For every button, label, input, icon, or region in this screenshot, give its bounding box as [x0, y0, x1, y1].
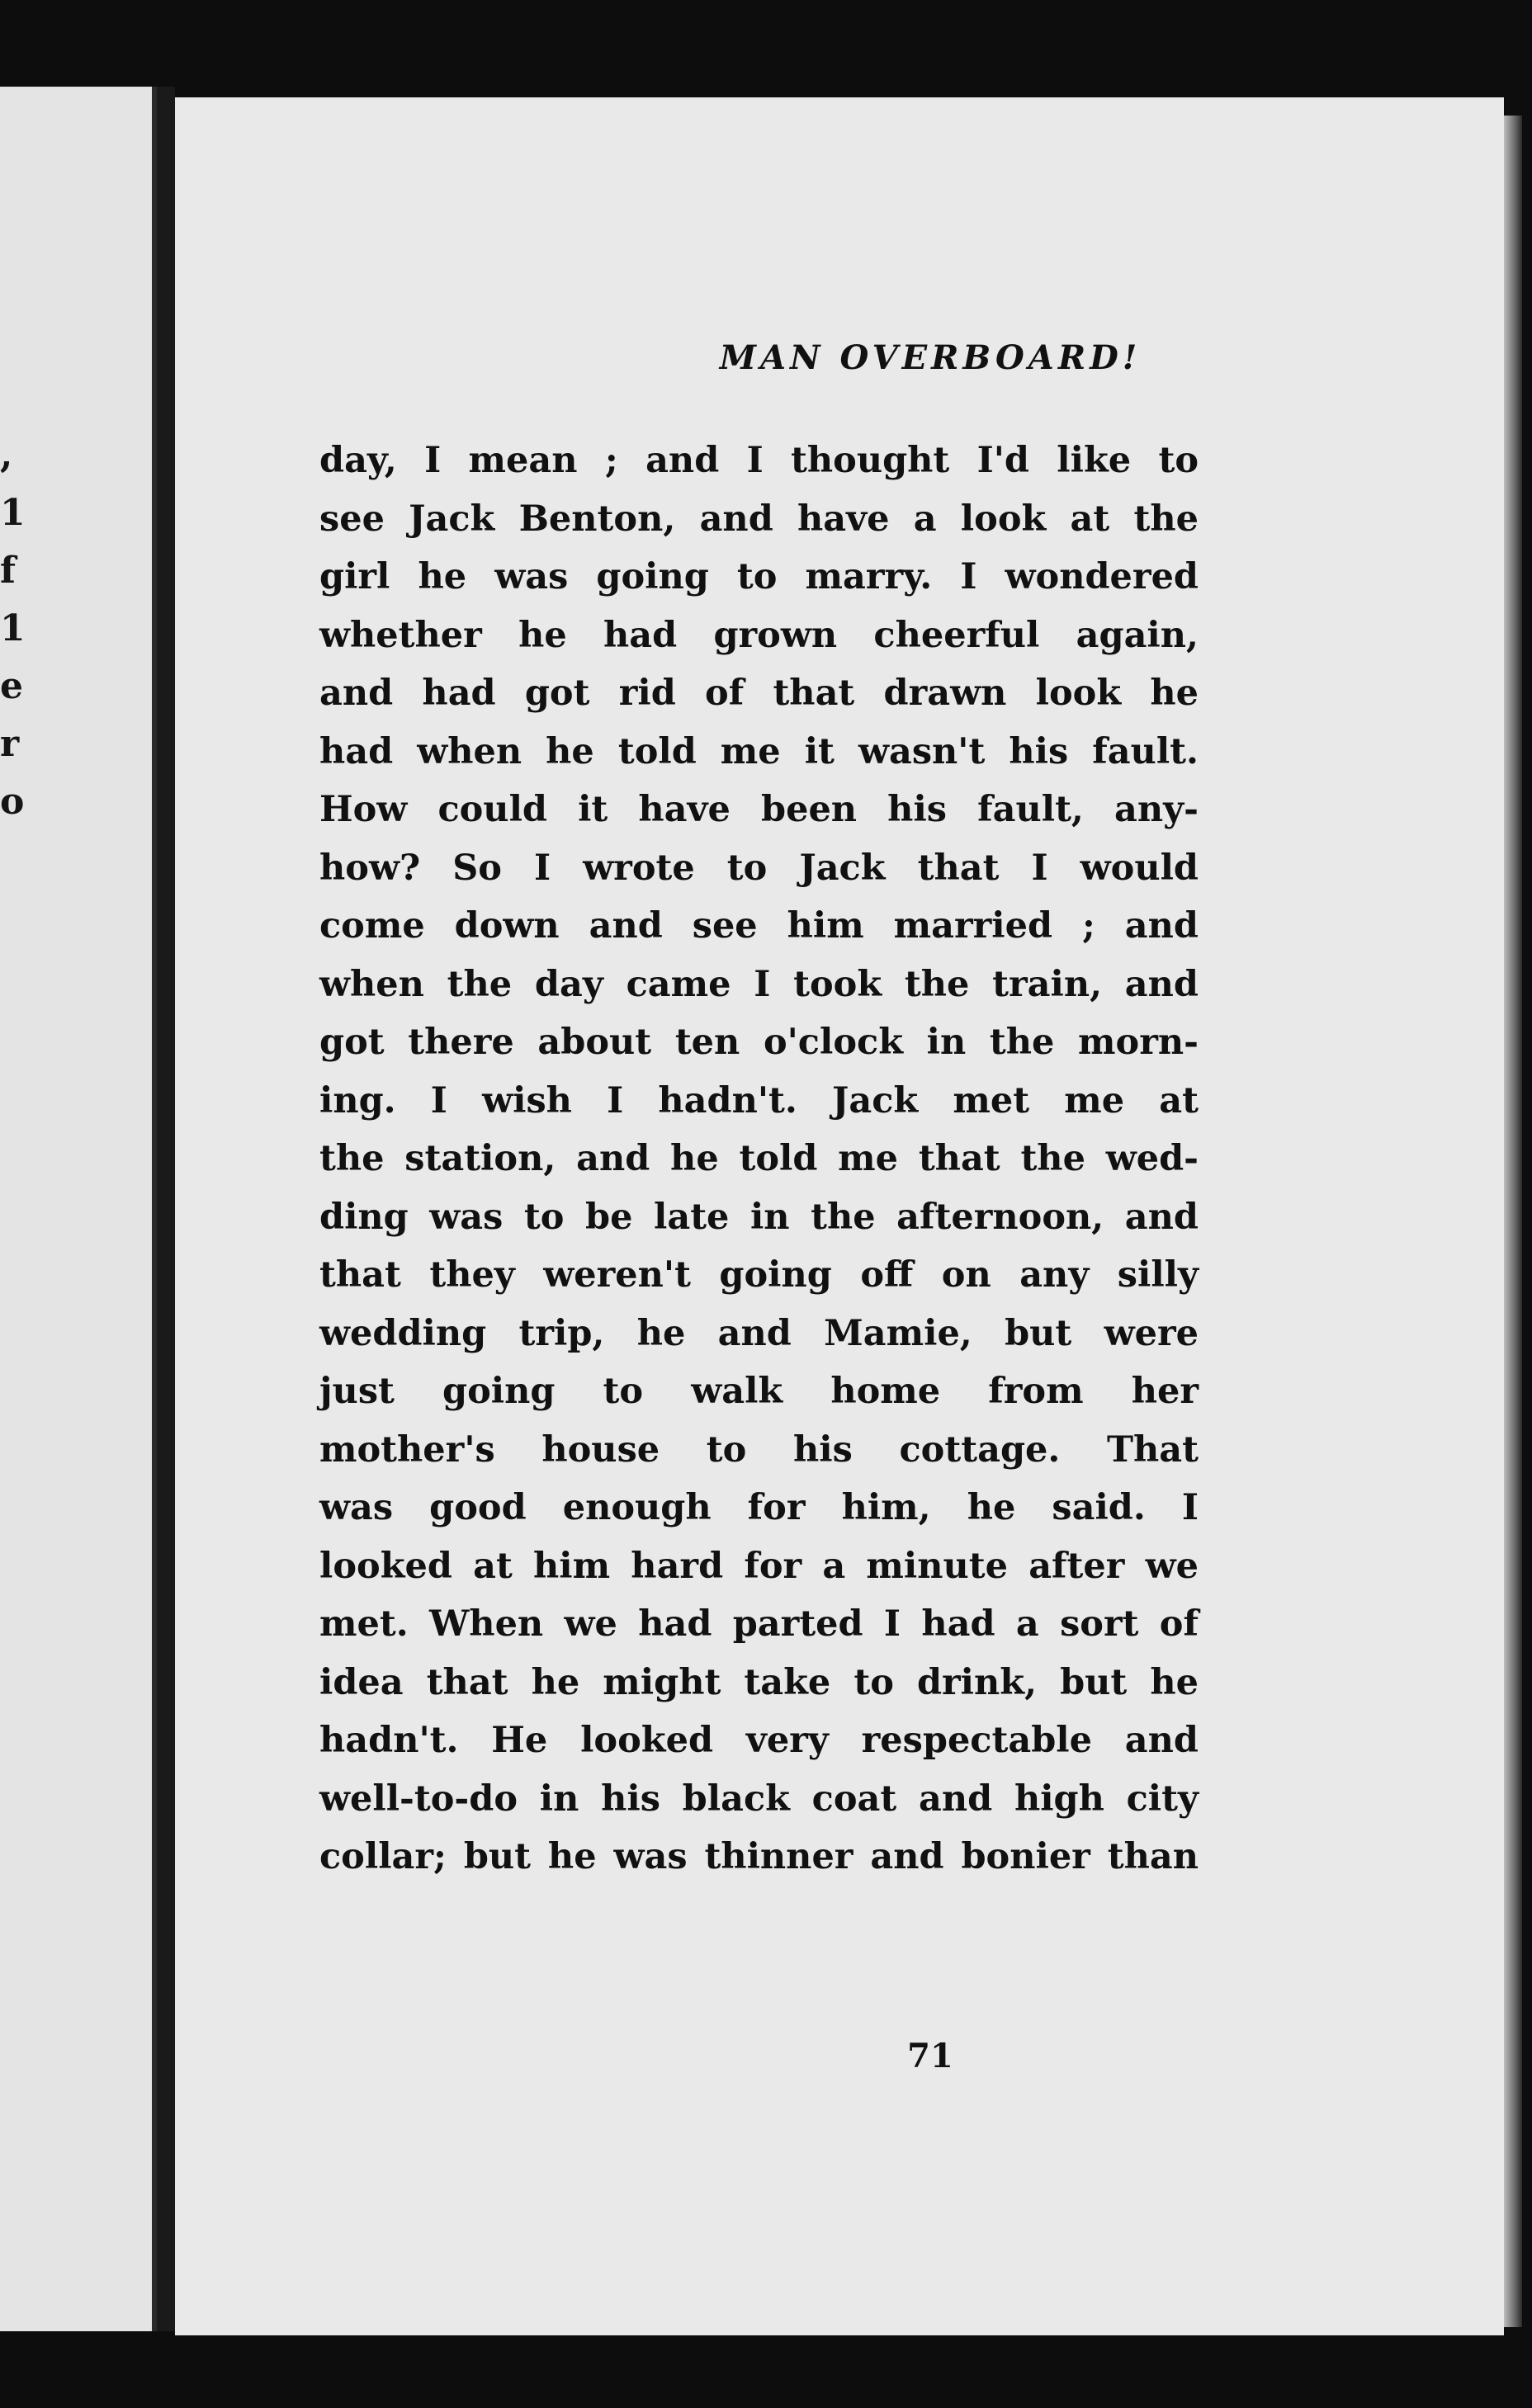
text-line: ing. I wish I hadn't. Jack met me at: [319, 1079, 1199, 1121]
previous-page-fragment: e: [0, 665, 23, 707]
text-line: the station, and he told me that the wed-: [319, 1138, 1199, 1179]
text-line: when the day came I took the train, and: [319, 963, 1199, 1005]
book-page: [175, 97, 1504, 2335]
previous-page-fragment: o: [0, 781, 25, 823]
text-line: wedding trip, he and Mamie, but were: [319, 1312, 1199, 1354]
text-line: come down and see him married ; and: [319, 905, 1199, 947]
text-line: ding was to be late in the afternoon, and: [319, 1196, 1199, 1238]
text-line: just going to walk home from her: [319, 1371, 1199, 1412]
previous-page-fragment: r: [0, 723, 20, 765]
text-line: that they weren't going off on any silly: [319, 1254, 1199, 1296]
text-line: how? So I wrote to Jack that I would: [319, 847, 1199, 889]
running-head: MAN OVERBOARD!: [719, 338, 1142, 377]
text-line: was good enough for him, he said. I: [319, 1487, 1199, 1528]
text-line: girl he was going to marry. I wondered: [319, 556, 1199, 597]
text-line: idea that he might take to drink, but he: [319, 1661, 1199, 1703]
body-text: [319, 432, 1199, 1886]
text-line: mother's house to his cottage. That: [319, 1428, 1199, 1471]
text-line: collar; but he was thinner and bonier than: [319, 1836, 1199, 1877]
text-line: see Jack Benton, and have a look at the: [319, 498, 1199, 540]
text-line: day, I mean ; and I thought I'd like to: [319, 440, 1199, 481]
previous-page-fragment: f: [0, 550, 16, 592]
previous-page-fragment: 1: [0, 607, 26, 649]
text-line: got there about ten o'clock in the morn-: [319, 1022, 1199, 1063]
text-line: and had got rid of that drawn look he: [319, 673, 1199, 714]
book-gutter: [157, 87, 175, 2331]
page-number: 71: [907, 2037, 953, 2075]
previous-page-fragment: ,: [0, 434, 13, 476]
text-line: looked at him hard for a minute after we: [319, 1545, 1199, 1587]
text-line: met. When we had parted I had a sort of: [319, 1603, 1199, 1645]
previous-page-fragment: 1: [0, 492, 26, 534]
page-right-edge: [1504, 116, 1522, 2327]
text-line: had when he told me it wasn't his fault.: [319, 730, 1199, 772]
text-line: whether he had grown cheerful again,: [319, 614, 1199, 656]
text-line: How could it have been his fault, any-: [319, 789, 1199, 830]
previous-page-margin: [0, 87, 157, 2331]
text-line: hadn't. He looked very respectable and: [319, 1720, 1199, 1761]
text-line: well-to-do in his black coat and high city: [319, 1778, 1199, 1820]
